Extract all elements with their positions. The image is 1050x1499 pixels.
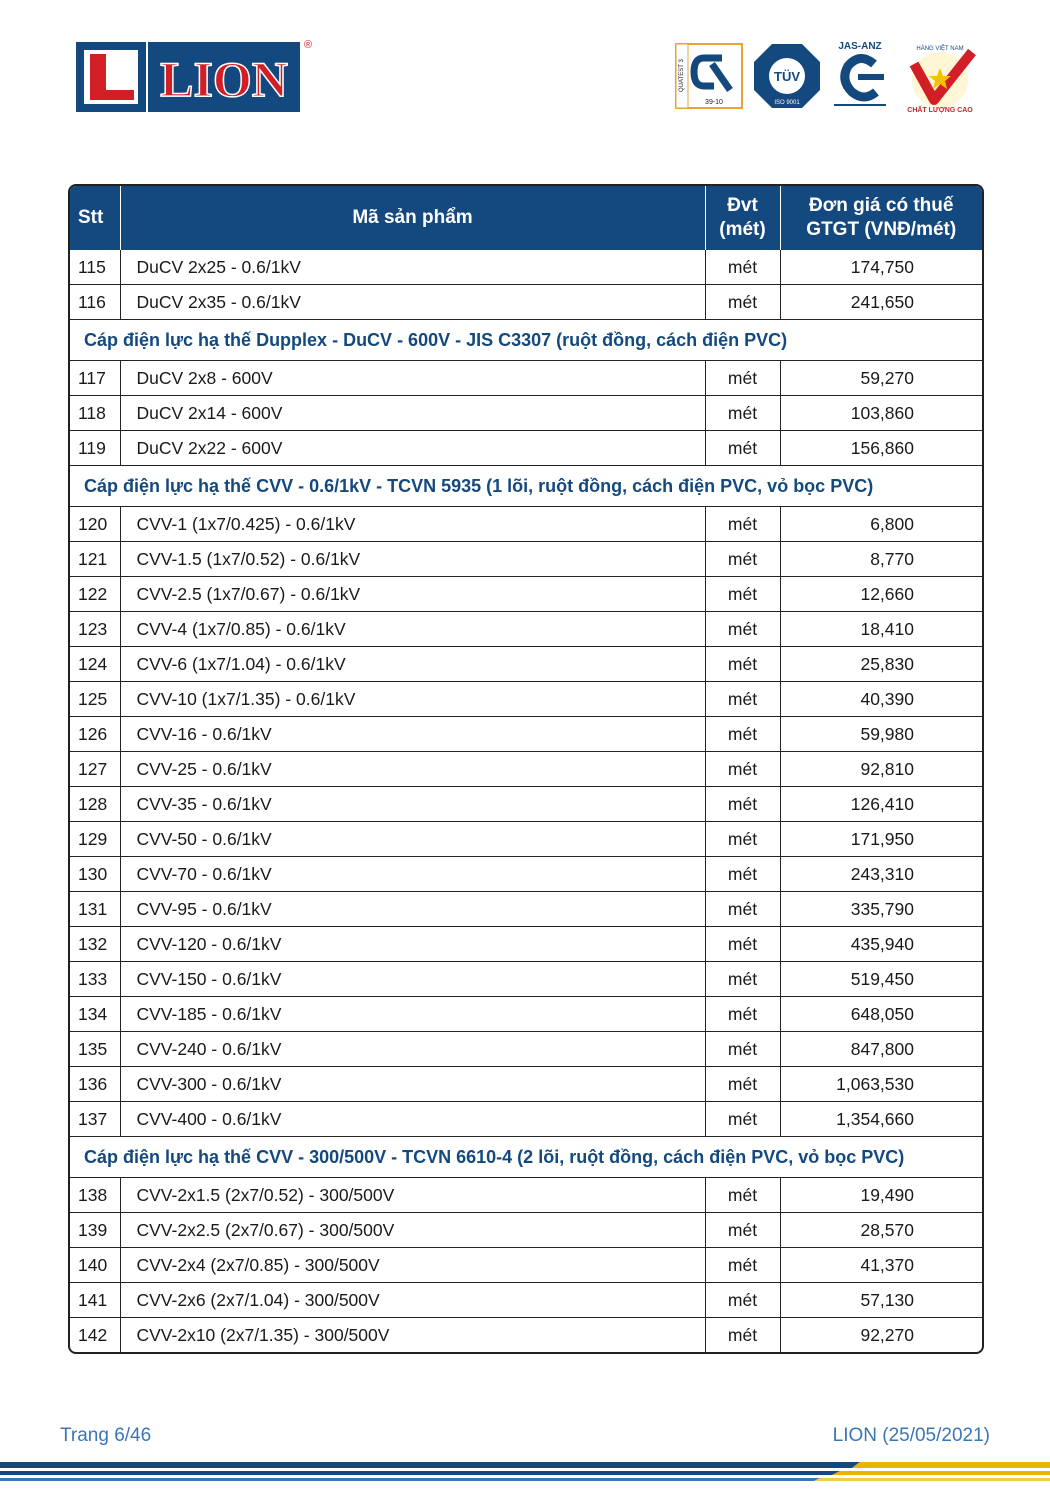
cell-product: CVV-70 - 0.6/1kV bbox=[120, 857, 705, 892]
table-row bbox=[70, 997, 982, 1032]
cell-price: 40,390 bbox=[780, 682, 982, 717]
cell-stt: 121 bbox=[70, 542, 120, 577]
cell-stt: 126 bbox=[70, 717, 120, 752]
table-row bbox=[70, 431, 982, 466]
cell-product: DuCV 2x25 - 0.6/1kV bbox=[120, 250, 705, 285]
table-row bbox=[70, 1067, 982, 1102]
cell-unit: mét bbox=[705, 1067, 780, 1102]
cell-stt: 138 bbox=[70, 1178, 120, 1213]
cell-unit: mét bbox=[705, 927, 780, 962]
cell-stt: 124 bbox=[70, 647, 120, 682]
table-header-row bbox=[70, 186, 982, 250]
cell-unit: mét bbox=[705, 752, 780, 787]
cell-price: 243,310 bbox=[780, 857, 982, 892]
cell-unit: mét bbox=[705, 682, 780, 717]
table-row bbox=[70, 647, 982, 682]
cell-unit: mét bbox=[705, 787, 780, 822]
table-row bbox=[70, 1032, 982, 1067]
cell-stt: 117 bbox=[70, 361, 120, 396]
cell-price: 1,063,530 bbox=[780, 1067, 982, 1102]
table-row bbox=[70, 507, 982, 542]
cell-unit: mét bbox=[705, 1102, 780, 1137]
cell-unit: mét bbox=[705, 396, 780, 431]
column-header-stt: Stt bbox=[70, 186, 120, 250]
cell-unit: mét bbox=[705, 542, 780, 577]
svg-text:®: ® bbox=[303, 39, 313, 51]
cell-product: CVV-400 - 0.6/1kV bbox=[120, 1102, 705, 1137]
cell-product: CVV-1 (1x7/0.425) - 0.6/1kV bbox=[120, 507, 705, 542]
cell-product: CVV-240 - 0.6/1kV bbox=[120, 1032, 705, 1067]
svg-text:39-10: 39-10 bbox=[705, 99, 723, 106]
cell-price: 847,800 bbox=[780, 1032, 982, 1067]
company-date: LION (25/05/2021) bbox=[832, 1425, 990, 1446]
cell-stt: 120 bbox=[70, 507, 120, 542]
cell-price: 648,050 bbox=[780, 997, 982, 1032]
cell-price: 59,270 bbox=[780, 361, 982, 396]
cell-price: 519,450 bbox=[780, 962, 982, 997]
svg-text:TÜV: TÜV bbox=[774, 69, 800, 84]
logo-text: LION bbox=[160, 51, 288, 107]
cell-price: 8,770 bbox=[780, 542, 982, 577]
cell-stt: 123 bbox=[70, 612, 120, 647]
table-row bbox=[70, 577, 982, 612]
cell-product: DuCV 2x22 - 600V bbox=[120, 431, 705, 466]
hang-viet-nam-icon bbox=[900, 40, 980, 114]
cell-stt: 125 bbox=[70, 682, 120, 717]
table-row bbox=[70, 285, 982, 320]
cell-stt: 130 bbox=[70, 857, 120, 892]
cell-stt: 139 bbox=[70, 1213, 120, 1248]
section-title: Cáp điện lực hạ thế CVV - 0.6/1kV - TCVN 5935 (1 lõi, ruột đồng, cách điện PVC, vỏ bọc PVC) bbox=[70, 466, 982, 507]
cell-product: CVV-2x4 (2x7/0.85) - 300/500V bbox=[120, 1248, 705, 1283]
cell-unit: mét bbox=[705, 962, 780, 997]
table-row bbox=[70, 752, 982, 787]
cell-stt: 122 bbox=[70, 577, 120, 612]
cell-product: CVV-95 - 0.6/1kV bbox=[120, 892, 705, 927]
cell-stt: 133 bbox=[70, 962, 120, 997]
table-row bbox=[70, 787, 982, 822]
cell-price: 156,860 bbox=[780, 431, 982, 466]
page-number: Trang 6/46 bbox=[60, 1425, 152, 1446]
cell-product: CVV-2x6 (2x7/1.04) - 300/500V bbox=[120, 1283, 705, 1318]
cell-stt: 127 bbox=[70, 752, 120, 787]
cell-stt: 131 bbox=[70, 892, 120, 927]
cell-product: CVV-50 - 0.6/1kV bbox=[120, 822, 705, 857]
table-row bbox=[70, 822, 982, 857]
column-header-product: Mã sản phẩm bbox=[120, 186, 705, 250]
cell-unit: mét bbox=[705, 822, 780, 857]
column-header-unit: Đvt (mét) bbox=[705, 186, 780, 250]
table-row bbox=[70, 396, 982, 431]
cell-unit: mét bbox=[705, 507, 780, 542]
cell-price: 12,660 bbox=[780, 577, 982, 612]
table-row bbox=[70, 612, 982, 647]
cell-product: CVV-2x10 (2x7/1.35) - 300/500V bbox=[120, 1318, 705, 1353]
cell-product: CVV-2x2.5 (2x7/0.67) - 300/500V bbox=[120, 1213, 705, 1248]
cell-stt: 118 bbox=[70, 396, 120, 431]
table-row bbox=[70, 1102, 982, 1137]
cell-price: 241,650 bbox=[780, 285, 982, 320]
cell-price: 92,810 bbox=[780, 752, 982, 787]
table-row bbox=[70, 1248, 982, 1283]
cell-price: 41,370 bbox=[780, 1248, 982, 1283]
table-row bbox=[70, 542, 982, 577]
table-row bbox=[70, 250, 982, 285]
cell-price: 28,570 bbox=[780, 1213, 982, 1248]
cell-product: CVV-16 - 0.6/1kV bbox=[120, 717, 705, 752]
cell-unit: mét bbox=[705, 1178, 780, 1213]
jas-anz-icon bbox=[830, 38, 890, 110]
table-row bbox=[70, 1178, 982, 1213]
cell-unit: mét bbox=[705, 431, 780, 466]
cell-product: CVV-120 - 0.6/1kV bbox=[120, 927, 705, 962]
table-row bbox=[70, 682, 982, 717]
cell-product: CVV-6 (1x7/1.04) - 0.6/1kV bbox=[120, 647, 705, 682]
cell-unit: mét bbox=[705, 361, 780, 396]
cell-product: CVV-2.5 (1x7/0.67) - 0.6/1kV bbox=[120, 577, 705, 612]
cell-stt: 141 bbox=[70, 1283, 120, 1318]
cell-unit: mét bbox=[705, 997, 780, 1032]
cell-price: 435,940 bbox=[780, 927, 982, 962]
cell-price: 174,750 bbox=[780, 250, 982, 285]
table-row bbox=[70, 1213, 982, 1248]
cell-stt: 142 bbox=[70, 1318, 120, 1353]
cell-product: DuCV 2x8 - 600V bbox=[120, 361, 705, 396]
cell-stt: 119 bbox=[70, 431, 120, 466]
cell-price: 57,130 bbox=[780, 1283, 982, 1318]
section-title: Cáp điện lực hạ thế Dupplex - DuCV - 600V - JIS C3307 (ruột đồng, cách điện PVC) bbox=[70, 320, 982, 361]
svg-text:JAS-ANZ: JAS-ANZ bbox=[838, 41, 882, 52]
cell-unit: mét bbox=[705, 717, 780, 752]
column-header-price: Đơn giá có thuế GTGT (VNĐ/mét) bbox=[780, 186, 982, 250]
cell-price: 103,860 bbox=[780, 396, 982, 431]
cell-stt: 129 bbox=[70, 822, 120, 857]
table-row bbox=[70, 857, 982, 892]
cell-unit: mét bbox=[705, 857, 780, 892]
cell-unit: mét bbox=[705, 892, 780, 927]
svg-text:CHẤT LƯỢNG CAO: CHẤT LƯỢNG CAO bbox=[907, 107, 973, 114]
cell-unit: mét bbox=[705, 1032, 780, 1067]
cell-price: 25,830 bbox=[780, 647, 982, 682]
table-row bbox=[70, 361, 982, 396]
quatest-icon bbox=[674, 42, 744, 110]
section-title: Cáp điện lực hạ thế CVV - 300/500V - TCVN 6610-4 (2 lõi, ruột đồng, cách điện PVC, vỏ bọc PVC) bbox=[70, 1137, 982, 1178]
cell-unit: mét bbox=[705, 1213, 780, 1248]
cell-product: CVV-35 - 0.6/1kV bbox=[120, 787, 705, 822]
table-row bbox=[70, 717, 982, 752]
cell-unit: mét bbox=[705, 1248, 780, 1283]
cell-unit: mét bbox=[705, 250, 780, 285]
cell-price: 171,950 bbox=[780, 822, 982, 857]
cell-stt: 128 bbox=[70, 787, 120, 822]
cell-price: 92,270 bbox=[780, 1318, 982, 1353]
cell-price: 6,800 bbox=[780, 507, 982, 542]
svg-text:ISO 9001: ISO 9001 bbox=[774, 100, 800, 106]
cell-price: 18,410 bbox=[780, 612, 982, 647]
cell-unit: mét bbox=[705, 647, 780, 682]
table-row bbox=[70, 1318, 982, 1353]
cell-unit: mét bbox=[705, 612, 780, 647]
section-row bbox=[70, 1137, 982, 1178]
cell-product: CVV-2x1.5 (2x7/0.52) - 300/500V bbox=[120, 1178, 705, 1213]
cell-stt: 137 bbox=[70, 1102, 120, 1137]
cell-product: DuCV 2x35 - 0.6/1kV bbox=[120, 285, 705, 320]
cell-product: CVV-1.5 (1x7/0.52) - 0.6/1kV bbox=[120, 542, 705, 577]
cell-stt: 115 bbox=[70, 250, 120, 285]
cell-price: 1,354,660 bbox=[780, 1102, 982, 1137]
lion-logo bbox=[76, 38, 316, 114]
cell-stt: 135 bbox=[70, 1032, 120, 1067]
cell-price: 59,980 bbox=[780, 717, 982, 752]
cell-unit: mét bbox=[705, 285, 780, 320]
cell-product: CVV-300 - 0.6/1kV bbox=[120, 1067, 705, 1102]
cell-stt: 132 bbox=[70, 927, 120, 962]
svg-text:QUATEST 3: QUATEST 3 bbox=[679, 59, 685, 92]
cell-stt: 140 bbox=[70, 1248, 120, 1283]
section-row bbox=[70, 320, 982, 361]
svg-text:HÀNG VIỆT NAM: HÀNG VIỆT NAM bbox=[916, 46, 964, 52]
cell-product: CVV-25 - 0.6/1kV bbox=[120, 752, 705, 787]
cell-product: CVV-10 (1x7/1.35) - 0.6/1kV bbox=[120, 682, 705, 717]
cell-stt: 116 bbox=[70, 285, 120, 320]
section-row bbox=[70, 466, 982, 507]
cell-stt: 136 bbox=[70, 1067, 120, 1102]
tuv-icon bbox=[752, 42, 822, 110]
table-row bbox=[70, 892, 982, 927]
table-row bbox=[70, 962, 982, 997]
cell-price: 335,790 bbox=[780, 892, 982, 927]
cell-stt: 134 bbox=[70, 997, 120, 1032]
price-table bbox=[68, 184, 984, 1354]
cell-unit: mét bbox=[705, 1283, 780, 1318]
table-row bbox=[70, 1283, 982, 1318]
table-row bbox=[70, 927, 982, 962]
cell-unit: mét bbox=[705, 577, 780, 612]
cell-product: CVV-150 - 0.6/1kV bbox=[120, 962, 705, 997]
cell-unit: mét bbox=[705, 1318, 780, 1353]
cell-price: 126,410 bbox=[780, 787, 982, 822]
cell-product: CVV-4 (1x7/0.85) - 0.6/1kV bbox=[120, 612, 705, 647]
cell-product: DuCV 2x14 - 600V bbox=[120, 396, 705, 431]
footer-stripes bbox=[0, 1458, 1050, 1498]
cell-price: 19,490 bbox=[780, 1178, 982, 1213]
cell-product: CVV-185 - 0.6/1kV bbox=[120, 997, 705, 1032]
